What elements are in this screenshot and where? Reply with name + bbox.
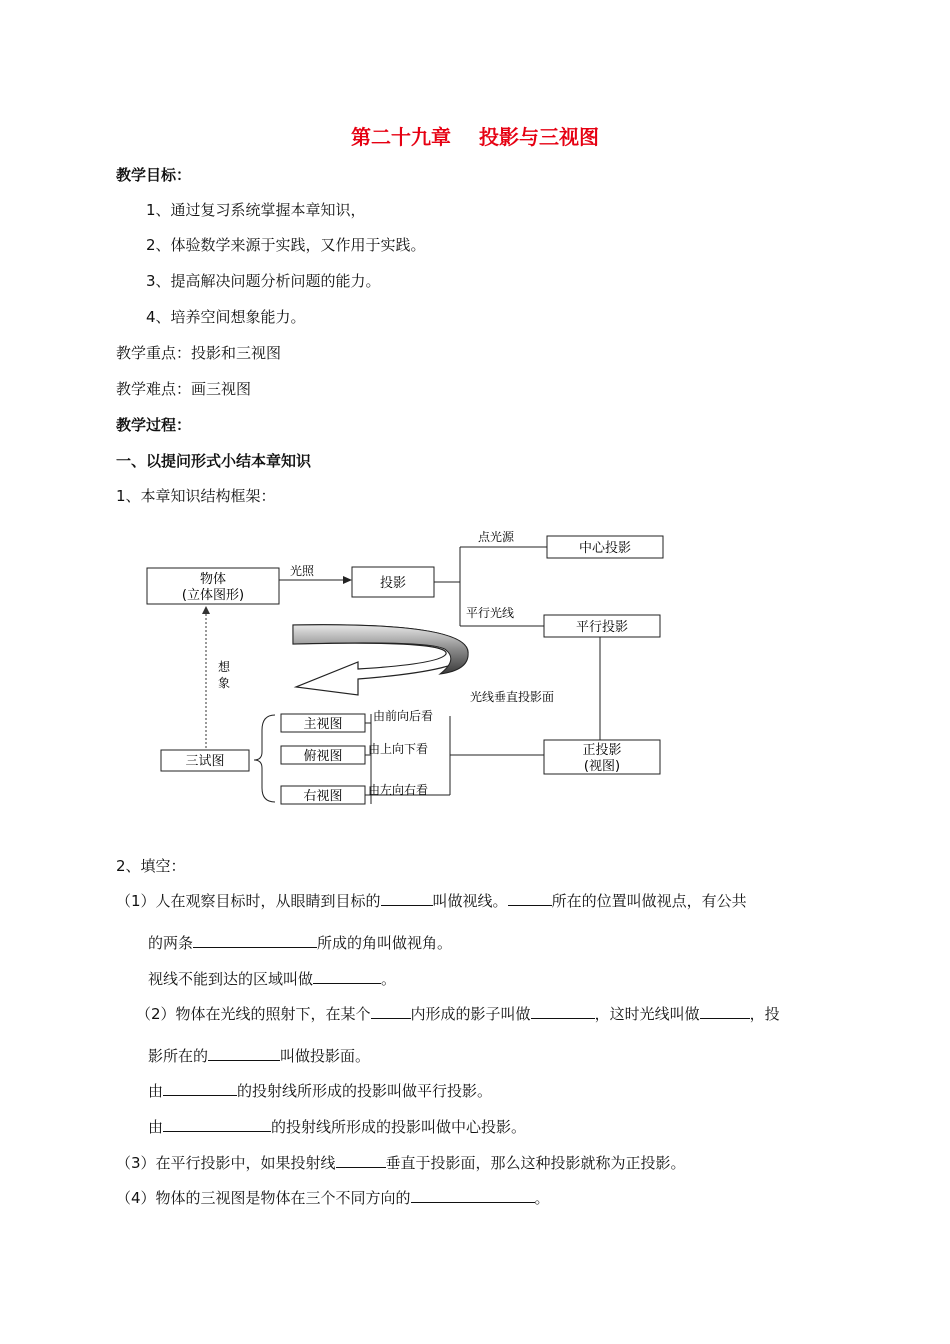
text: ，这时光线叫做 — [594, 1005, 700, 1023]
text: 影所在的 — [148, 1047, 209, 1065]
title-part1: 第二十九章 — [351, 125, 451, 149]
answer-blank[interactable] — [531, 1003, 595, 1019]
process-heading: 教学过程： — [116, 416, 192, 434]
perpendicular-label: 光线垂直投影面 — [470, 690, 555, 704]
object-sublabel: (立体图形) — [181, 588, 245, 603]
section-heading: 一、以提问形式小结本章知识 — [116, 452, 312, 470]
question-2-line-2 — [148, 1045, 370, 1066]
answer-blank[interactable] — [508, 890, 552, 906]
right-direction-label: 由左向右看 — [368, 783, 429, 797]
answer-blank[interactable] — [208, 1045, 280, 1061]
point-source-label: 点光源 — [478, 530, 515, 544]
page-title — [0, 124, 950, 150]
question-4 — [116, 1187, 550, 1208]
top-view-label: 俯视图 — [303, 749, 343, 764]
answer-blank[interactable] — [163, 1116, 271, 1132]
question-2-line-3 — [148, 1080, 492, 1101]
orthographic-sublabel: (视图) — [583, 759, 621, 774]
object-label: 物体 — [199, 572, 227, 587]
text: 的投射线所形成的投影叫做平行投影。 — [237, 1082, 493, 1100]
text: （2）物体在光线的照射下，在某个 — [136, 1005, 371, 1023]
text: 。 — [534, 1189, 550, 1207]
light-label: 光照 — [290, 564, 315, 578]
answer-blank[interactable] — [371, 1003, 411, 1019]
answer-blank[interactable] — [336, 1152, 386, 1168]
key-point: 教学重点：投影和三视图 — [116, 344, 282, 362]
answer-blank[interactable] — [381, 890, 433, 906]
top-direction-label: 由上向下看 — [368, 742, 429, 756]
orthographic-label: 正投影 — [582, 743, 622, 758]
text: （4）物体的三视图是物体在三个不同方向的 — [116, 1189, 411, 1207]
answer-blank[interactable] — [313, 968, 381, 984]
question-1-line-3 — [148, 968, 396, 989]
text: （3）在平行投影中，如果投射线 — [116, 1154, 336, 1172]
text: 由 — [148, 1118, 164, 1136]
question-1-line-1 — [116, 890, 747, 911]
text: 叫做投影面。 — [280, 1047, 371, 1065]
central-projection-label: 中心投影 — [578, 541, 632, 556]
answer-blank[interactable] — [193, 932, 317, 948]
right-view-label: 右视图 — [303, 789, 343, 804]
fill-label: 2、填空： — [116, 857, 186, 875]
framework-label: 1、本章知识结构框架： — [116, 487, 276, 505]
brace — [254, 715, 275, 802]
text: 的两条 — [148, 934, 194, 952]
imagine-label: 想 — [218, 660, 231, 674]
text: 由 — [148, 1082, 164, 1100]
three-views-label: 三试图 — [185, 754, 225, 769]
knowledge-framework-diagram — [140, 520, 680, 820]
question-2-line-1 — [136, 1003, 780, 1024]
objective-item: 4、培养空间想象能力。 — [146, 308, 306, 326]
title-part2: 投影与三视图 — [479, 125, 599, 149]
answer-blank[interactable] — [411, 1187, 535, 1203]
imagine-label: 象 — [218, 676, 231, 690]
answer-blank[interactable] — [163, 1080, 237, 1096]
front-direction-label: 由前向后看 — [373, 709, 434, 723]
question-2-line-4 — [148, 1116, 526, 1137]
light-arrowhead — [343, 576, 352, 584]
text: 。 — [381, 970, 397, 988]
answer-blank[interactable] — [700, 1003, 750, 1019]
objective-item: 2、体验数学来源于实践，又作用于实践。 — [146, 236, 426, 254]
objective-item: 1、通过复习系统掌握本章知识， — [146, 201, 366, 219]
parallel-projection-label: 平行投影 — [575, 620, 629, 635]
text: 所在的位置叫做视点，有公共 — [551, 892, 747, 910]
text: 垂直于投影面，那么这种投影就称为正投影。 — [385, 1154, 686, 1172]
question-3 — [116, 1152, 686, 1173]
text: 叫做视线。 — [432, 892, 508, 910]
imagine-arrowhead — [202, 606, 210, 614]
objective-item: 3、提高解决问题分析问题的能力。 — [146, 272, 381, 290]
front-view-label: 主视图 — [303, 717, 343, 732]
text: 所成的角叫做视角。 — [317, 934, 453, 952]
parallel-rays-label: 平行光线 — [466, 606, 515, 620]
text: 视线不能到达的区域叫做 — [148, 970, 314, 988]
text: 内形成的影子叫做 — [410, 1005, 531, 1023]
text: ，投 — [749, 1005, 780, 1023]
difficulty: 教学难点：画三视图 — [116, 380, 252, 398]
text: 的投射线所形成的投影叫做中心投影。 — [271, 1118, 527, 1136]
question-1-line-2 — [148, 932, 452, 953]
text: （1）人在观察目标时，从眼睛到目标的 — [116, 892, 381, 910]
projection-label: 投影 — [379, 576, 407, 591]
objectives-heading: 教学目标： — [116, 166, 192, 184]
